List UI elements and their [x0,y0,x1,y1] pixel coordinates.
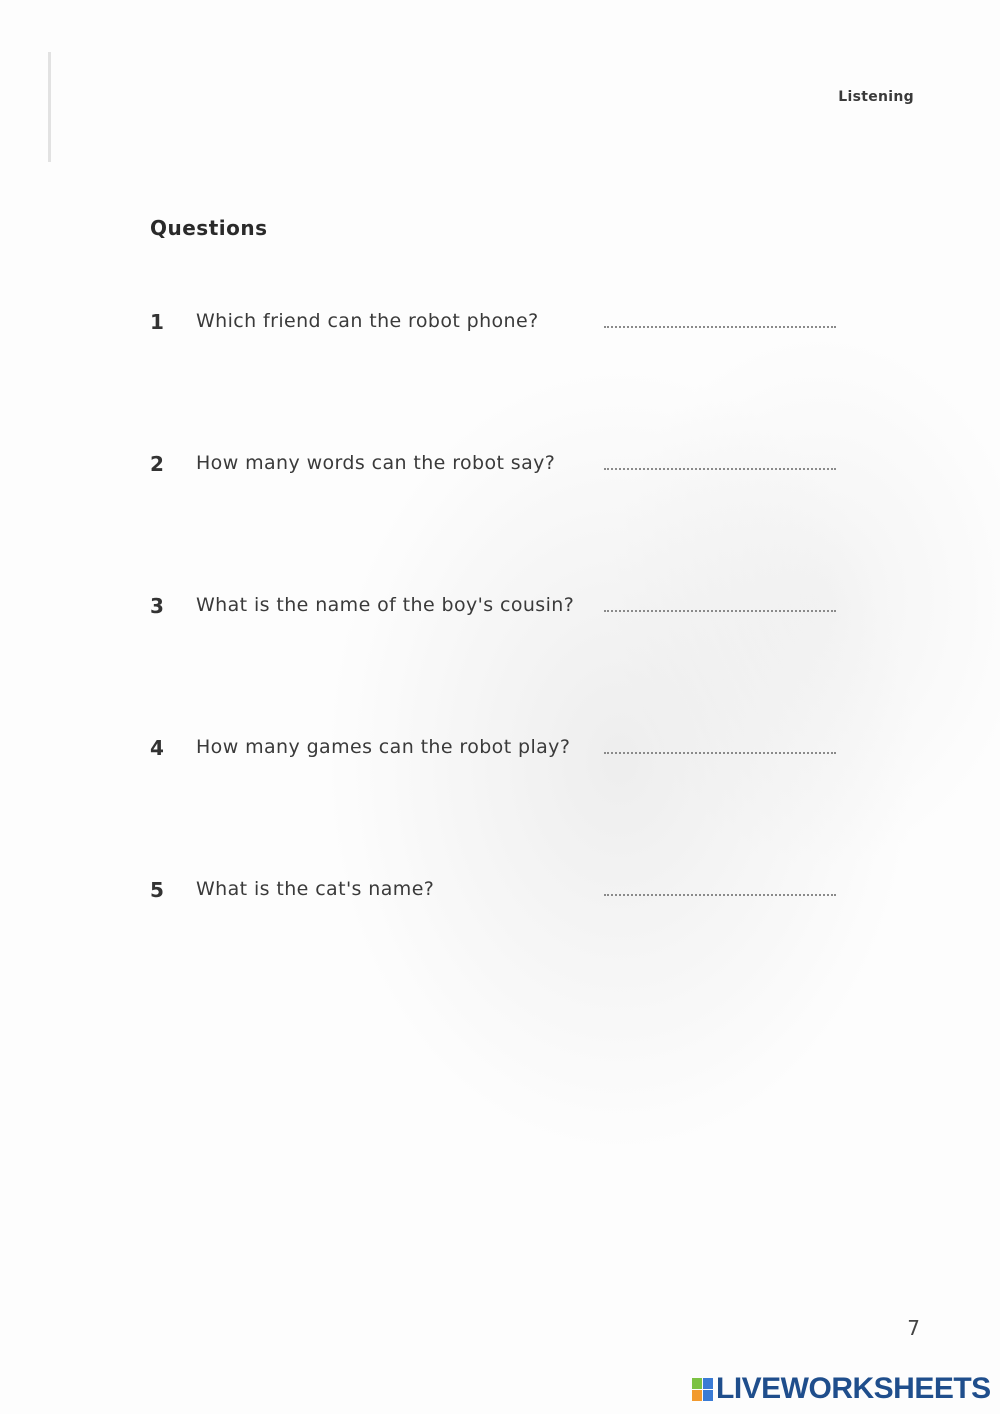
page-number: 7 [907,1316,920,1340]
page-title: Questions [150,216,268,240]
question-text: What is the name of the boy's cousin? [196,594,575,616]
question-item [150,310,850,340]
question-number: 4 [150,736,164,760]
answer-field[interactable] [604,610,836,612]
answer-field[interactable] [604,894,836,896]
liveworksheets-brand[interactable] [692,1372,992,1408]
question-text: Which friend can the robot phone? [196,310,539,332]
question-number: 5 [150,878,164,902]
scan-edge-mark [48,52,51,162]
question-number: 2 [150,452,164,476]
question-item [150,594,850,624]
question-text: How many words can the robot say? [196,452,556,474]
liveworksheets-logo-icon [692,1378,714,1402]
question-number: 1 [150,310,164,334]
question-item [150,736,850,766]
question-text: What is the cat's name? [196,878,435,900]
answer-field[interactable] [604,326,836,328]
section-label: Listening [838,89,914,105]
question-number: 3 [150,594,164,618]
question-item [150,878,850,908]
brand-name: LIVEWORKSHEETS [716,1372,991,1405]
answer-field[interactable] [604,468,836,470]
answer-field[interactable] [604,752,836,754]
question-item [150,452,850,482]
question-text: How many games can the robot play? [196,736,571,758]
